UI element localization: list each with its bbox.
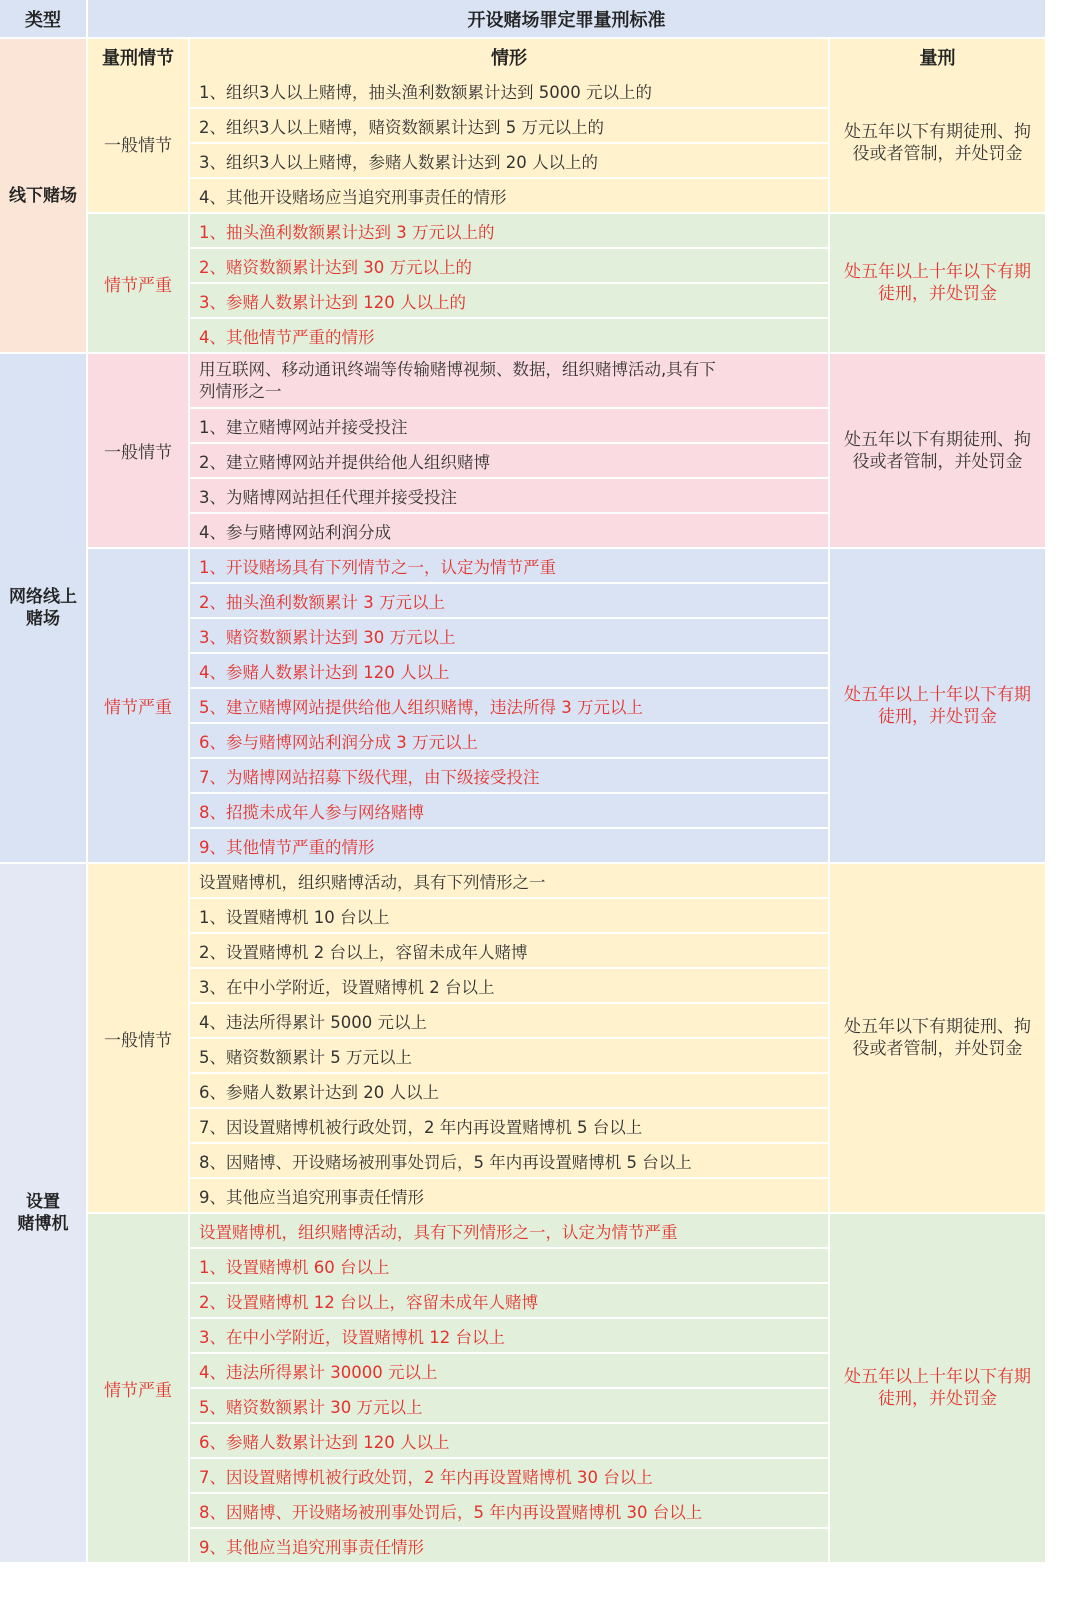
situation-row: 1、设置赌博机 60 台以上 <box>190 1249 828 1282</box>
situation-row: 6、参赌人数累计达到 120 人以上 <box>190 1424 828 1457</box>
situation-row: 5、赌资数额累计 5 万元以上 <box>190 1039 828 1072</box>
situation-row: 7、为赌博网站招募下级代理，由下级接受投注 <box>190 759 828 792</box>
situation-row: 5、建立赌博网站提供给他人组织赌博，违法所得 3 万元以上 <box>190 689 828 722</box>
situation-row: 6、参赌人数累计达到 20 人以上 <box>190 1074 828 1107</box>
situation-row: 9、其他应当追究刑事责任情形 <box>190 1179 828 1212</box>
situation-row: 4、参赌人数累计达到 120 人以上 <box>190 654 828 687</box>
sentence-cell: 处五年以下有期徒刑、拘 役或者管制，并处罚金 <box>830 864 1045 1212</box>
table-title: 开设赌场罪定罪量刑标准 <box>88 0 1045 37</box>
situation-row: 8、因赌博、开设赌场被刑事处罚后，5 年内再设置赌博机 5 台以上 <box>190 1144 828 1177</box>
situation-row: 3、在中小学附近，设置赌博机 2 台以上 <box>190 969 828 1002</box>
level-cell: 情节严重 <box>88 549 188 862</box>
situation-row: 6、参与赌博网站利润分成 3 万元以上 <box>190 724 828 757</box>
situation-row: 用互联网、移动通讯终端等传输赌博视频、数据，组织赌博活动,具有下列情形之一 <box>190 354 828 407</box>
situation-row: 4、违法所得累计 5000 元以上 <box>190 1004 828 1037</box>
level-cell: 一般情节 <box>88 354 188 547</box>
sentence-cell: 处五年以上十年以下有期 徒刑，并处罚金 <box>830 1214 1045 1562</box>
situation-row: 3、为赌博网站担任代理并接受投注 <box>190 479 828 512</box>
situation-row: 设置赌博机，组织赌博活动，具有下列情形之一 <box>190 864 828 897</box>
situation-row: 9、其他情节严重的情形 <box>190 829 828 862</box>
level-cell: 一般情节 <box>88 864 188 1212</box>
level-cell: 情节严重 <box>88 214 188 352</box>
situation-row: 2、设置赌博机 12 台以上，容留未成年人赌博 <box>190 1284 828 1317</box>
situation-row: 3、组织3人以上赌博，参赌人数累计达到 20 人以上的 <box>190 144 828 177</box>
situation-row: 3、在中小学附近，设置赌博机 12 台以上 <box>190 1319 828 1352</box>
situation-row: 1、开设赌场具有下列情节之一，认定为情节严重 <box>190 549 828 582</box>
situation-row: 1、抽头渔利数额累计达到 3 万元以上的 <box>190 214 828 247</box>
situation-row: 4、其他开设赌场应当追究刑事责任的情形 <box>190 179 828 212</box>
situation-row: 7、因设置赌博机被行政处罚，2 年内再设置赌博机 30 台以上 <box>190 1459 828 1492</box>
category-cell: 设置 赌博机 <box>0 864 86 1562</box>
sentence-cell: 处五年以上十年以下有期 徒刑，并处罚金 <box>830 549 1045 862</box>
sentence-cell: 处五年以下有期徒刑、拘 役或者管制，并处罚金 <box>830 74 1045 212</box>
situation-row: 5、赌资数额累计 30 万元以上 <box>190 1389 828 1422</box>
situation-row: 2、抽头渔利数额累计 3 万元以上 <box>190 584 828 617</box>
situation-row: 2、组织3人以上赌博，赌资数额累计达到 5 万元以上的 <box>190 109 828 142</box>
situation-row: 3、赌资数额累计达到 30 万元以上 <box>190 619 828 652</box>
situation-row: 9、其他应当追究刑事责任情形 <box>190 1529 828 1562</box>
type-column-header: 类型 <box>0 0 86 37</box>
situation-row: 1、组织3人以上赌博，抽头渔利数额累计达到 5000 元以上的 <box>190 74 828 107</box>
situation-row: 4、违法所得累计 30000 元以上 <box>190 1354 828 1387</box>
situation-row: 2、建立赌博网站并提供给他人组织赌博 <box>190 444 828 477</box>
situation-row: 7、因设置赌博机被行政处罚，2 年内再设置赌博机 5 台以上 <box>190 1109 828 1142</box>
situation-row: 设置赌博机，组织赌博活动，具有下列情形之一，认定为情节严重 <box>190 1214 828 1247</box>
situation-row: 4、其他情节严重的情形 <box>190 319 828 352</box>
level-column-header: 量刑情节 <box>88 39 188 74</box>
level-cell: 情节严重 <box>88 1214 188 1562</box>
situation-row: 3、参赌人数累计达到 120 人以上的 <box>190 284 828 317</box>
situation-row: 8、招揽未成年人参与网络赌博 <box>190 794 828 827</box>
situation-row: 2、赌资数额累计达到 30 万元以上的 <box>190 249 828 282</box>
situation-row: 1、设置赌博机 10 台以上 <box>190 899 828 932</box>
situation-column-header: 情形 <box>190 39 828 74</box>
situation-row: 8、因赌博、开设赌场被刑事处罚后，5 年内再设置赌博机 30 台以上 <box>190 1494 828 1527</box>
category-cell: 线下赌场 <box>0 39 86 352</box>
situation-row: 1、建立赌博网站并接受投注 <box>190 409 828 442</box>
situation-row: 2、设置赌博机 2 台以上，容留未成年人赌博 <box>190 934 828 967</box>
level-cell: 一般情节 <box>88 74 188 212</box>
category-cell: 网络线上 赌场 <box>0 354 86 862</box>
situation-row: 4、参与赌博网站利润分成 <box>190 514 828 547</box>
sentence-column-header: 量刑 <box>830 39 1045 74</box>
sentence-cell: 处五年以上十年以下有期 徒刑，并处罚金 <box>830 214 1045 352</box>
sentence-cell: 处五年以下有期徒刑、拘 役或者管制，并处罚金 <box>830 354 1045 547</box>
